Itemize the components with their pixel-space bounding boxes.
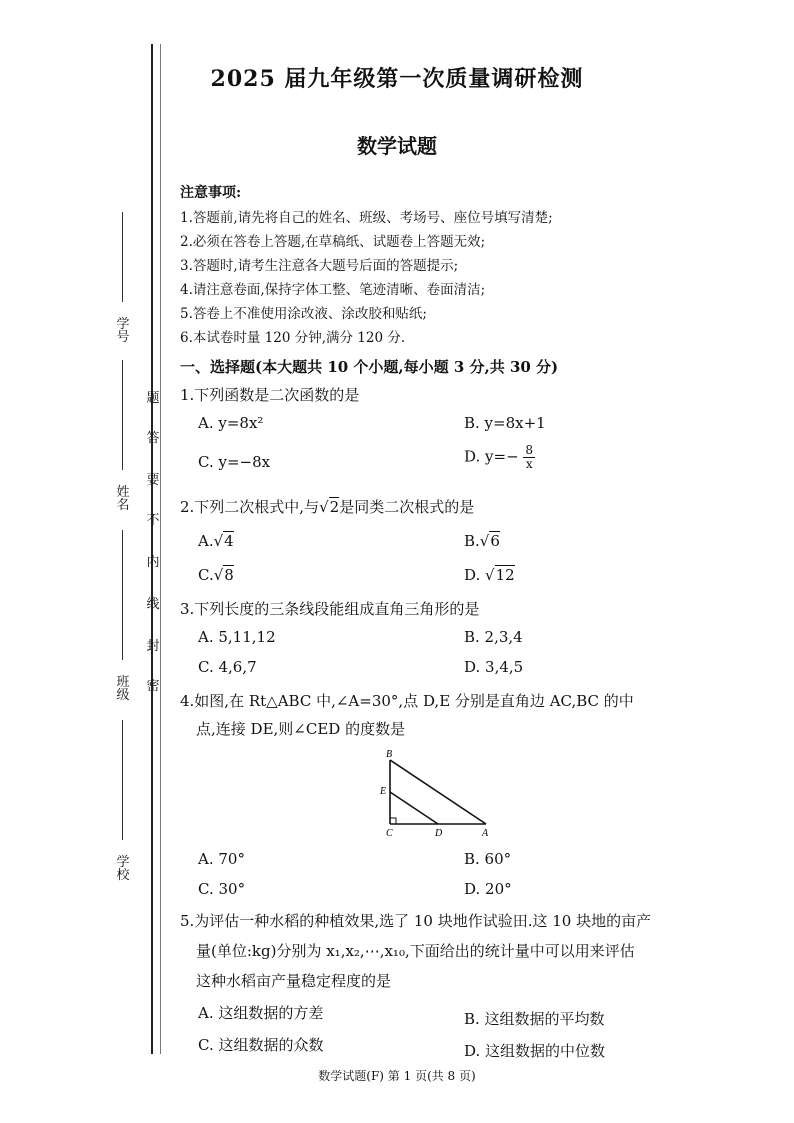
class-field[interactable] xyxy=(112,530,132,660)
q2-option-d[interactable]: D. √12 xyxy=(464,566,515,584)
q5-stem-line2: 量(单位:kg)分别为 x₁,x₂,⋯,x₁₀,下面给出的统计量中可以用来评估 xyxy=(196,942,635,960)
q5-option-d[interactable]: D. 这组数据的中位数 xyxy=(464,1042,606,1060)
q4-stem-line1: 4.如图,在 Rt△ABC 中,∠A=30°,点 D,E 分别是直角边 AC,BC 的中 xyxy=(180,692,634,710)
school-label: 学 校 xyxy=(116,855,130,883)
label-b: B xyxy=(386,749,393,760)
q5-stem-line1: 5.为评估一种水稻的种植效果,选了 10 块地作试验田.这 10 块地的亩产 xyxy=(180,912,652,930)
q3-option-a[interactable]: A. 5,11,12 xyxy=(198,628,276,646)
q2-option-a[interactable]: A.√4 xyxy=(198,532,234,550)
q1-option-a[interactable]: A. y=8x² xyxy=(198,414,264,432)
page-footer: 数学试题(F) 第 1 页(共 8 页) xyxy=(318,1069,476,1083)
segment-de xyxy=(390,792,438,824)
q1-d-fraction: $\frac{8}{x}$ xyxy=(525,443,534,472)
q5-option-b[interactable]: B. 这组数据的平均数 xyxy=(464,1010,605,1028)
name-field[interactable] xyxy=(112,360,132,470)
q5-option-c[interactable]: C. 这组数据的众数 xyxy=(198,1036,324,1054)
q4-option-b[interactable]: B. 60° xyxy=(464,850,512,868)
q4-option-d[interactable]: D. 20° xyxy=(464,880,512,898)
notice-heading: 注意事项: xyxy=(180,185,242,201)
label-a: A xyxy=(482,828,489,839)
q5-option-a[interactable]: A. 这组数据的方差 xyxy=(198,1004,324,1022)
q1-option-b[interactable]: B. y=8x+1 xyxy=(464,414,546,432)
notice-item: 2.必须在答卷上答题,在草稿纸、试题卷上答题无效; xyxy=(180,234,486,250)
binding-line-inner xyxy=(160,44,161,1054)
q3-option-b[interactable]: B. 2,3,4 xyxy=(464,628,523,646)
q1-option-c[interactable]: C. y=−8x xyxy=(198,453,271,471)
id-label: 学 号 xyxy=(116,317,130,345)
q3-option-c[interactable]: C. 4,6,7 xyxy=(198,658,257,676)
right-angle-mark xyxy=(390,818,396,824)
binding-line xyxy=(151,44,153,1054)
q3-option-d[interactable]: D. 3,4,5 xyxy=(464,658,524,676)
q5-stem-line3: 这种水稻亩产量稳定程度的是 xyxy=(196,972,392,990)
seal-char: 封 xyxy=(146,639,160,654)
segment-ab xyxy=(390,760,486,824)
label-c: C xyxy=(386,828,393,839)
exam-title: 2025 届九年级第一次质量调研检测 xyxy=(210,66,584,92)
label-e: E xyxy=(380,786,387,797)
q2-option-c[interactable]: C.√8 xyxy=(198,566,234,584)
seal-char: 题 xyxy=(146,391,160,406)
class-label: 班 级 xyxy=(116,675,130,703)
q4-option-c[interactable]: C. 30° xyxy=(198,880,246,898)
seal-char: 线 xyxy=(146,597,160,612)
seal-char: 要 xyxy=(146,473,160,488)
q2-option-b[interactable]: B.√6 xyxy=(464,532,500,550)
q4-option-a[interactable]: A. 70° xyxy=(198,850,245,868)
q1-stem: 1.下列函数是二次函数的是 xyxy=(180,386,360,404)
exam-subtitle: 数学试题 xyxy=(357,134,437,158)
seal-char: 答 xyxy=(146,431,160,446)
q2-stem: 2.下列二次根式中,与√2是同类二次根式的是 xyxy=(180,498,475,516)
q4-figure xyxy=(378,748,508,840)
notice-item: 4.请注意卷面,保持字体工整、笔迹清晰、卷面清洁; xyxy=(180,282,486,298)
seal-char: 密 xyxy=(146,679,160,694)
label-d: D xyxy=(435,828,443,839)
notice-item: 6.本试卷时量 120 分钟,满分 120 分. xyxy=(180,330,406,346)
id-field[interactable] xyxy=(112,212,132,302)
school-field[interactable] xyxy=(112,720,132,840)
seal-char: 不 xyxy=(146,513,160,528)
name-label: 姓 名 xyxy=(116,485,130,513)
notice-item: 1.答题前,请先将自己的姓名、班级、考场号、座位号填写清楚; xyxy=(180,210,553,226)
q4-stem-line2: 点,连接 DE,则∠CED 的度数是 xyxy=(196,720,406,738)
seal-char: 内 xyxy=(146,555,160,570)
section-heading: 一、选择题(本大题共 10 个小题,每小题 3 分,共 30 分) xyxy=(180,358,559,376)
notice-item: 3.答题时,请考生注意各大题号后面的答题提示; xyxy=(180,258,459,274)
notice-item: 5.答卷上不准使用涂改液、涂改胶和贴纸; xyxy=(180,306,427,322)
q3-stem: 3.下列长度的三条线段能组成直角三角形的是 xyxy=(180,600,480,618)
q1-option-d[interactable]: D. y=− $\frac{8}{x}$ xyxy=(464,443,534,472)
